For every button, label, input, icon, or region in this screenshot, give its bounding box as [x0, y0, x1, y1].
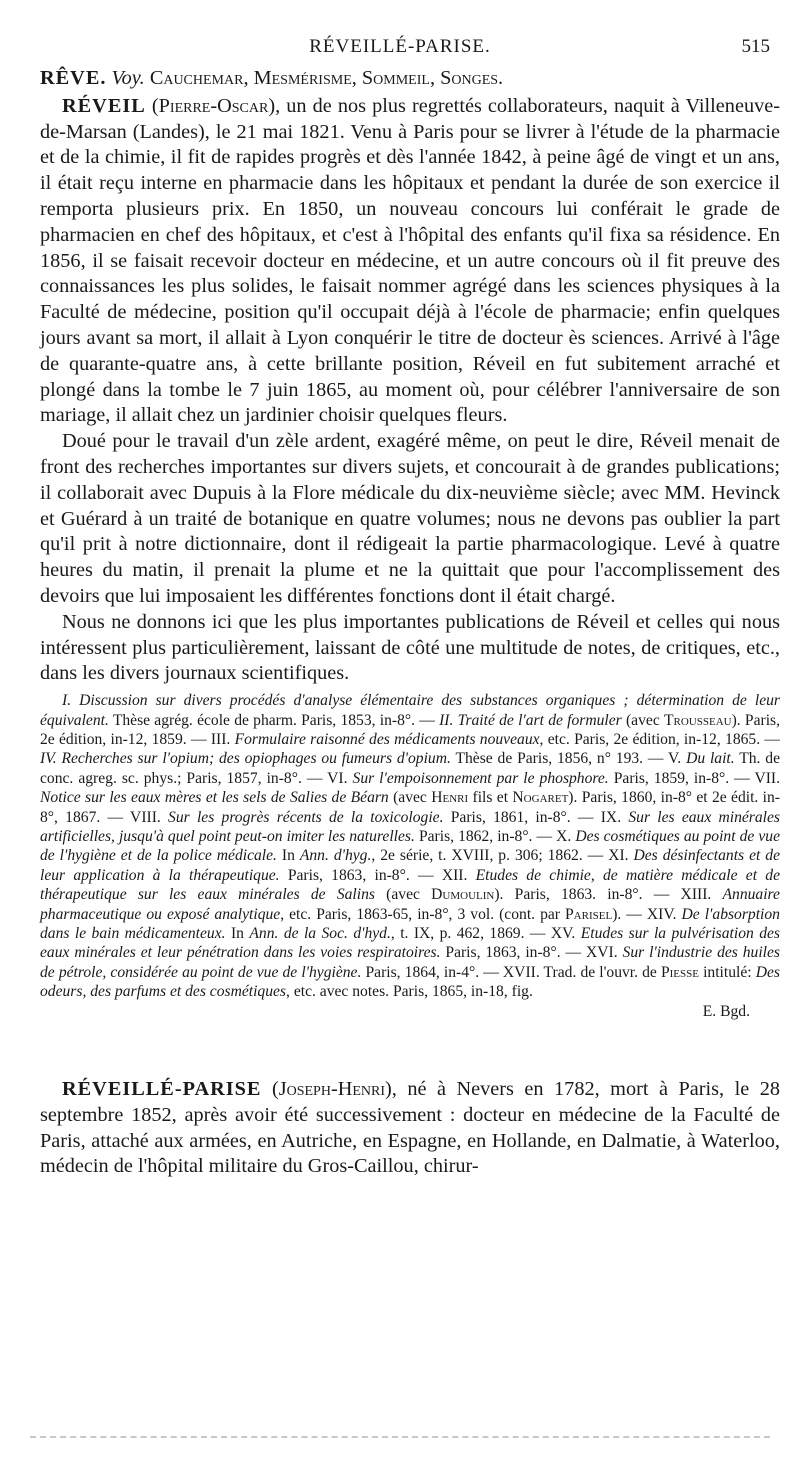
bib-item: Thèse de Paris, 1856, n° 193. — V. — [455, 750, 682, 768]
bib-item: Dumoulin — [431, 886, 495, 904]
bib-item: , etc. avec notes. Paris, 1865, in-18, fig. — [286, 983, 533, 1001]
bib-item: Des désinfectants et de leur application à la thérapeutique. — [40, 847, 780, 884]
bib-item: Paris, 1861, in-8°. — IX. — [450, 808, 622, 826]
bib-item: , 2e série, t. XVIII, p. 306; 1862. — XI. — [371, 847, 629, 865]
bib-item: Des cosmétiques au point de vue de l'hygiène et de la police médicale. — [40, 827, 780, 865]
bib-item: (avec — [386, 886, 420, 904]
bib-item: ). Paris, 2e édition, in-12, 1859. — III. — [40, 711, 781, 748]
bib-item: Thèse agrég. école de pharm. Paris, 1853, in-8°. — — [112, 711, 435, 729]
bib-item: ). Paris, 1863. in-8°. — XIII. — [494, 886, 712, 904]
bib-item: Notice sur les eaux mères et les sels de Salies de Béarn — [40, 789, 389, 807]
cross-references: Cauchemar, Mesmérisme, Sommeil, Songes. — [149, 67, 504, 89]
bibliography — [40, 691, 780, 1002]
entry-reveil-paragraph-2 — [40, 429, 780, 610]
bib-item: II. Traité de l'art de formuler — [439, 711, 622, 729]
bib-item: (avec — [625, 711, 660, 729]
bottom-faded-line — [30, 1436, 770, 1438]
paragraph-text: né à Nevers en 1782, mort à Paris, le 28 septembre 1852, après avoir été successivement : docteur en médecine de la Faculté de Paris, attaché aux armées, en Autriche, en Espagne, en Hollande, en Dalmatie, à Waterloo, médecin de l'hôpital militaire du Gros-Caillou, chirur- — [40, 1078, 780, 1178]
bib-item: Paris, 1863, in-8°. — XII. — [287, 866, 468, 884]
bib-item: De l'absorption dans le bain médicamenteux. — [40, 905, 780, 942]
bib-item: Henri — [431, 789, 469, 807]
bib-item: Paris, 1862, in-8°. — X. — [418, 827, 572, 845]
paragraph-text: un de nos plus regrettés collaborateurs, naquit à Villeneuve-de-Marsan (Landes), le 21 mai 1821. Venu à Paris pour se livrer à l'étude de la pharmacie et de la chimie, il fit de rapides progrès et dès l'année 1842, à peine âgé de vingt et un ans, il était reçu interne en pharmacie dans les hôpitaux et pendant la durée de son exercice il remporta plusieurs prix. En 1850, un nouveau concours lui conférait le grade de pharmacien en chef des hôpitaux, et c'est à l'hôpital des enfants qu'il fixa sa résidence. En 1856, il se faisait recevoir docteur en médecine, et un autre concours où il fit preuve des connaissances les plus solides, le faisait nommer agrégé dans les sciences physiques à la Faculté de médecine, position qu'il occupait déjà à l'école de pharmacie; enfin quelques jours avant sa mort, il allait à Lyon conquérir le titre de docteur ès sciences. Arrivé à l'âge de quarante-quatre ans, à cette brillante position, Réveil en fut subitement arraché et plongé dans la tombe le 7 juin 1865, au moment où, pour célébrer l'anniversaire de son mariage, il allait chez un jardinier choisir quelques fleurs. — [40, 94, 780, 427]
bib-item: In — [281, 847, 295, 865]
bib-item: intitulé: — [703, 963, 752, 981]
bib-item: Sur l'industrie des huiles de pétrole, considérée au point de vue de l'hygiène. — [40, 944, 781, 981]
bib-item: Ann. de la Soc. d'hyd. — [249, 925, 391, 942]
bib-item: fils et — [472, 789, 509, 807]
bib-item: , etc. Paris, 2e édition, in-12, 1865. — — [539, 730, 780, 748]
author-signature: E. Bgd. — [702, 1002, 750, 1020]
bib-item: Sur l'empoisonnement par le phosphore. — [352, 769, 609, 787]
bib-item: Nogaret — [512, 789, 569, 807]
bib-item: Paris, 1859, in-8°. — VII. — [613, 769, 780, 787]
paragraph-text: Nous ne donnons ici que les plus importantes publications de Réveil et celles qui nous intéressent plus particulièrement, laissant de côté une multitude de notes, de critiques, etc., dans les divers journaux scientifiques. — [40, 610, 780, 685]
bib-item: ). Paris, 1860, in-8° et 2e édit. in-8°, 1867. — VIII. — [40, 789, 780, 826]
bib-item: Des odeurs, des parfums et des cosmétiques — [40, 963, 780, 1001]
bib-item: Th. de conc. agreg. sc. phys.; Paris, 1857, in-8°. — VI. — [40, 750, 780, 787]
bib-item: Paris, 1863, in-8°. — XVI. — [445, 944, 618, 962]
bib-item: Sur les eaux minérales artificielles, jusqu'à quel point peut-on imiter les naturelles. — [40, 808, 780, 845]
bib-item: Piesse — [660, 963, 699, 981]
bib-item: (avec — [393, 789, 427, 807]
person-name: Pierre-Oscar — [158, 94, 269, 117]
bib-item: ). — XIV. — [612, 905, 677, 923]
bib-item: IV. Recherches sur l'opium; des opiophages ou fumeurs d'opium. — [40, 750, 451, 768]
bib-item: Annuaire pharmaceutique ou exposé analytique — [40, 886, 780, 923]
bib-item: I. Discussion sur divers procédés d'analyse élémentaire des substances organiques ; détermination de leur équivalent. — [40, 692, 780, 729]
voy-label: Voy. — [111, 67, 145, 89]
bib-item: Trousseau — [664, 711, 732, 729]
bib-item: Paris, 1864, in-4°. — XVII. Trad. de l'ouvr. de — [365, 963, 657, 981]
headword-reveil: RÉVEIL — [62, 94, 146, 117]
paragraph-text: Doué pour le travail d'un zèle ardent, exagéré même, on peut le dire, Réveil menait de front des recherches importantes sur divers sujets, et concourait à de grandes publications; il collaborait avec Dupuis à la Flore médicale du dix-neuvième siècle; avec MM. Hevinck et Guérard à un traité de botanique en quatre volumes; nous ne devons pas oublier la part qu'il prit à notre dictionnaire, dont il rédigeait la partie pharmacologique. Levé à quatre heures du matin, il prenait la plume et ne la quittait que pour l'accomplissement des devoirs que lui imposaient les différentes fonctions dont il était chargé. — [40, 430, 780, 607]
headword-reveille-parise: RÉVEILLÉ-PARISE — [62, 1078, 262, 1101]
page-body — [40, 60, 780, 1180]
bib-item: Parisel — [565, 905, 613, 923]
entry-reveille-parise: RÉVEILLÉ-PARISE (Joseph-Henri), né à Nevers en 1782, mort à Paris, le 28 septembre 1852, après avoir été successivement : docteur en médecine de la Faculté de Paris, attaché aux armées, en Autriche, en Espagne, en Hollande, en Dalmatie, à Waterloo, médecin de l'hôpital militaire du Gros-Caillou, chirur- — [40, 1078, 780, 1178]
page-header — [0, 36, 800, 60]
headword-reve: RÊVE. — [40, 67, 107, 89]
entry-reve — [40, 66, 780, 92]
bib-item: , etc. Paris, 1863-65, in-8°, 3 vol. (cont. par — [280, 905, 560, 923]
bib-item: Du lait. — [686, 750, 735, 768]
person-name: Joseph-Henri — [278, 1078, 386, 1101]
entry-reveil-paragraph-3 — [40, 610, 780, 687]
bib-item: Sur les progrès récents de la toxicologie. — [168, 808, 444, 826]
bib-item: Formulaire raisonné des médicaments nouveaux — [234, 730, 540, 748]
bib-item: Ann. d'hyg. — [299, 847, 372, 865]
bib-item: , t. IX, p. 462, 1869. — XV. — [390, 925, 576, 942]
bib-item: Etudes de chimie, de matière médicale et de thérapeutique sur les eaux minérales de Salins — [40, 866, 780, 904]
page-number: 515 — [741, 36, 770, 57]
entry-reveil-paragraph-1: RÉVEIL (Pierre-Oscar), un de nos plus regrettés collaborateurs, naquit à Villeneuve-de-Marsan (Landes), le 21 mai 1821. Venu à Paris pour se livrer à l'étude de la pharmacie et de la chimie, il fit de rapides progrès et dès l'année 1842, à peine âgé de vingt et un ans, il était reçu interne en pharmacie dans les hôpitaux et pendant la durée de son exercice il remporta plusieurs prix. En 1850, un nouveau concours lui conférait le grade de pharmacien en chef des hôpitaux, et c'est à l'hôpital des enfants qu'il fixa sa résidence. En 1856, il se faisait recevoir docteur en médecine, et un autre concours où il fit preuve des connaissances les plus solides, le faisait nommer agrégé dans les sciences physiques à la Faculté de médecine, position qu'il occupait déjà à l'école de pharmacie; enfin quelques jours avant sa mort, il allait à Lyon conquérir le titre de docteur ès sciences. Arrivé à l'âge de quarante-quatre ans, à cette brillante position, Réveil en fut subitement arraché et plongé dans la tombe le 7 juin 1865, au moment où, pour célébrer l'anniversaire de son mariage, il allait chez un jardinier choisir quelques fleurs. — [40, 94, 780, 427]
bib-item: Etudes sur la pulvérisation des eaux minérales et leur pénétration dans les voies respiratoires. — [40, 925, 781, 962]
bib-item: In — [230, 925, 244, 942]
running-head: RÉVEILLÉ-PARISE. — [309, 36, 491, 57]
